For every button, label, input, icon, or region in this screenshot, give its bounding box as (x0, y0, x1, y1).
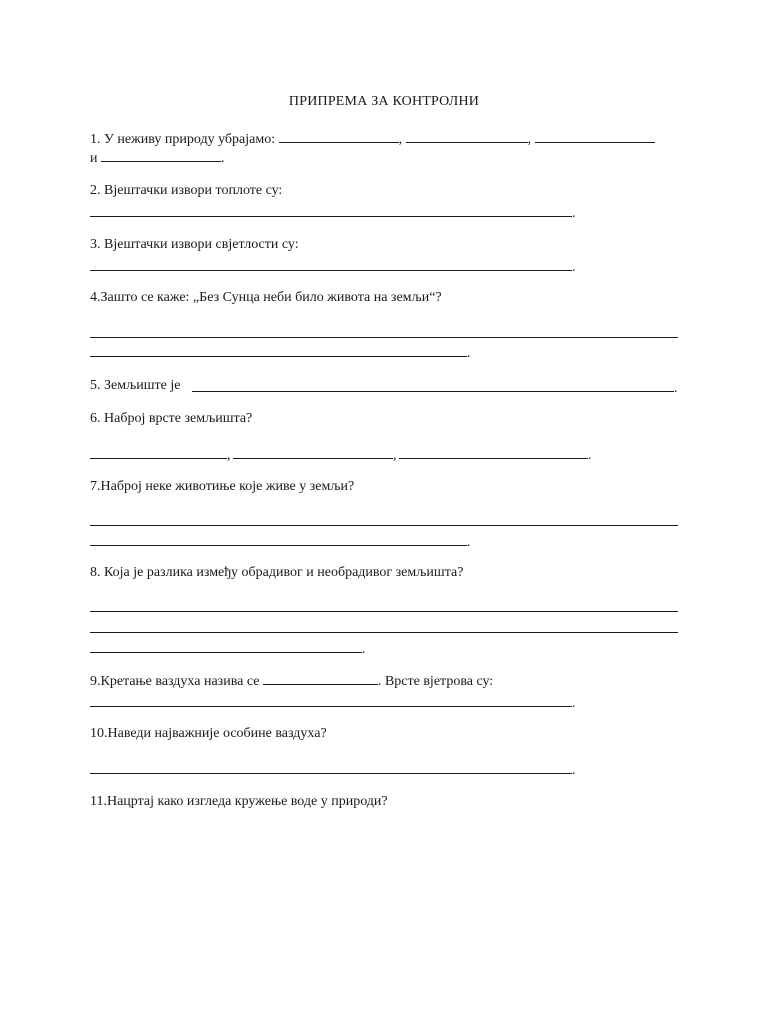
answer-blank-1d[interactable] (101, 148, 221, 162)
separator: , (527, 132, 532, 147)
question-1-cont (90, 148, 225, 168)
separator: , (398, 132, 403, 147)
question-11-text: 11.Нацртај како изгледа кружење воде у природи? (90, 794, 388, 809)
answer-line-2[interactable] (90, 216, 572, 217)
period: . (572, 763, 576, 778)
question-8 (90, 564, 463, 582)
question-5-text: 5. Земљиште је (90, 378, 181, 393)
question-3 (90, 236, 299, 254)
question-5 (90, 377, 180, 395)
question-6 (90, 410, 252, 428)
question-1 (90, 129, 655, 149)
answer-line-8b[interactable] (90, 632, 678, 633)
answer-line-7b[interactable] (90, 545, 467, 546)
answer-line-8c[interactable] (90, 652, 362, 653)
question-9 (90, 671, 493, 691)
answer-line-6a[interactable] (90, 458, 227, 459)
question-9-text: 9.Кретање ваздуха назива се (90, 674, 260, 689)
separator: , (227, 448, 231, 463)
question-10 (90, 725, 327, 743)
question-6-text: 6. Наброј врсте земљишта? (90, 411, 253, 426)
period: . (572, 260, 576, 275)
page-title: ПРИПРЕМА ЗА КОНТРОЛНИ (288, 94, 480, 109)
question-7 (90, 478, 354, 496)
period: . (572, 206, 576, 221)
question-11 (90, 793, 388, 811)
question-8-text: 8. Која је разлика између обрадивог и необрадивог земљишта? (90, 565, 464, 580)
period: . (467, 535, 471, 550)
question-10-text: 10.Наведи најважније особине ваздуха? (90, 726, 327, 741)
question-1-text: 1. У неживу природу убрајамо: (90, 132, 276, 147)
question-2 (90, 182, 282, 200)
question-2-text: 2. Вјештачки извори топлоте су: (90, 183, 283, 198)
question-3-text: 3. Вјештачки извори свјетлости су: (90, 237, 299, 252)
answer-line-4a[interactable] (90, 337, 678, 338)
question-4-text: 4.Зашто се каже: „Без Сунца неби било живота на земљи“? (90, 290, 442, 305)
answer-line-5[interactable] (192, 391, 674, 392)
answer-line-6b[interactable] (233, 458, 393, 459)
answer-blank-1b[interactable] (406, 129, 528, 143)
answer-line-7a[interactable] (90, 525, 678, 526)
period: . (588, 448, 592, 463)
question-9-text-cont: . Врсте вјетрова су: (377, 674, 494, 689)
period: . (362, 642, 366, 657)
answer-blank-1a[interactable] (279, 129, 399, 143)
answer-line-8a[interactable] (90, 611, 678, 612)
period: . (221, 151, 225, 166)
question-7-text: 7.Наброј неке животиње које живе у земљи? (90, 479, 355, 494)
separator: , (393, 448, 397, 463)
answer-line-6c[interactable] (399, 458, 588, 459)
answer-line-10[interactable] (90, 773, 572, 774)
conjunction-and: и (90, 151, 98, 166)
answer-line-9[interactable] (90, 706, 572, 707)
answer-line-3[interactable] (90, 270, 572, 271)
answer-blank-9[interactable] (263, 671, 378, 685)
answer-blank-1c[interactable] (535, 129, 655, 143)
question-4 (90, 289, 442, 307)
period: . (467, 346, 471, 361)
period: . (572, 696, 576, 711)
period: . (674, 381, 678, 396)
answer-line-4b[interactable] (90, 356, 467, 357)
